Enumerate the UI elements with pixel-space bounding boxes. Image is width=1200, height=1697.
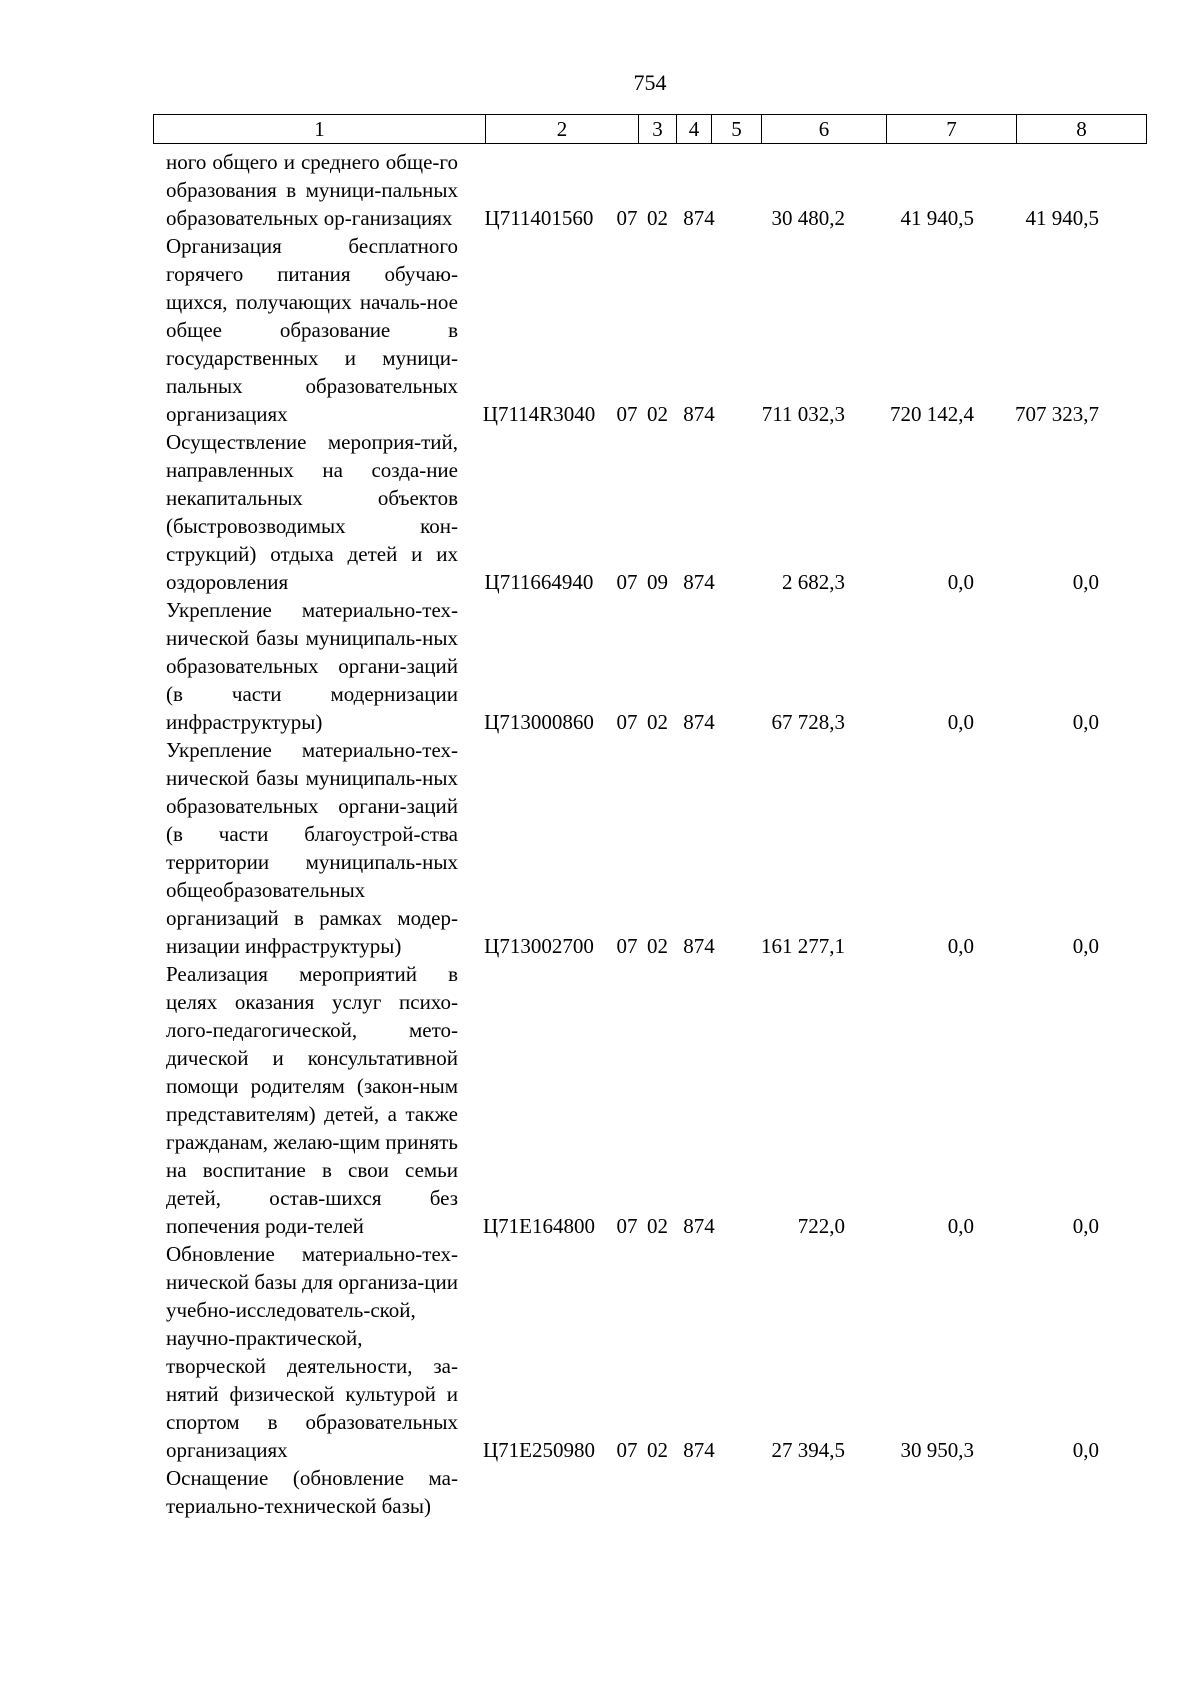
column-header-row [154, 115, 1147, 144]
column-header: 4 [677, 115, 712, 144]
column-header: 6 [762, 115, 887, 144]
row-name: Обновление материально-тех-нической базы для организа-ции учебно-исследователь-ской, научно-практической, творческой деятельности, за-нятий физической культурой и спортом в образовательных организациях [166, 1242, 458, 1462]
row-code: Ц711401560 [484, 206, 594, 230]
column-header: 8 [1017, 115, 1147, 144]
column-header: 2 [486, 115, 639, 144]
row-section: 07 [616, 402, 638, 426]
row-value-7: 720 142,4 [890, 402, 974, 426]
row-value-8: 0,0 [1072, 1214, 1099, 1238]
row-name: Реализация мероприятий в целях оказания услуг психо-лого-педагогической, мето-дической и консультативной помощи родителям (закон-ным представителям) детей, а также гражданам, желаю-щим принять на воспитание в свои семьи детей, остав-шихся без попечения роди-телей [166, 962, 458, 1238]
row-value-7: 41 940,5 [900, 206, 974, 230]
row-type: 874 [683, 934, 715, 958]
row-value-8: 0,0 [1072, 1438, 1099, 1462]
row-value-6: 161 277,1 [761, 934, 845, 958]
row-value-7: 0,0 [947, 934, 974, 958]
row-value-7: 0,0 [947, 570, 974, 594]
table-row [153, 428, 1148, 596]
column-header: 7 [887, 115, 1017, 144]
row-code: Ц713000860 [484, 710, 594, 734]
table-row [153, 736, 1148, 960]
row-subsection: 02 [647, 710, 668, 734]
row-name: Укрепление материально-тех-нической базы муниципаль-ных образовательных органи-заций (в части модернизации инфраструктуры) [166, 598, 458, 734]
row-value-7: 0,0 [947, 710, 974, 734]
row-value-6: 67 728,3 [771, 710, 845, 734]
table-row [153, 960, 1148, 1240]
row-value-8: 0,0 [1072, 570, 1099, 594]
row-type: 874 [683, 710, 715, 734]
row-code: Ц71Е164800 [483, 1214, 595, 1238]
row-code: Ц71Е250980 [483, 1438, 595, 1462]
row-name: Оснащение (обновление ма-териально-технической базы) [166, 1466, 458, 1518]
row-section: 07 [616, 206, 638, 230]
row-type: 874 [683, 402, 715, 426]
row-value-7: 30 950,3 [900, 1438, 974, 1462]
row-code: Ц711664940 [484, 570, 594, 594]
row-type: 874 [683, 570, 715, 594]
column-header-table [153, 114, 1147, 144]
row-name: ного общего и среднего обще-го образования в муници-пальных образовательных ор-ганизациях [166, 150, 458, 230]
column-header: 3 [639, 115, 677, 144]
table-body [153, 148, 1148, 1520]
row-subsection: 02 [647, 1438, 668, 1462]
table-row [153, 1464, 1148, 1520]
row-value-6: 30 480,2 [771, 206, 845, 230]
row-subsection: 02 [647, 934, 668, 958]
row-section: 07 [616, 1214, 638, 1238]
row-type: 874 [683, 1214, 715, 1238]
row-value-7: 0,0 [947, 1214, 974, 1238]
page-number: 754 [633, 70, 667, 95]
row-section: 07 [616, 570, 638, 594]
row-type: 874 [683, 1438, 715, 1462]
row-subsection: 02 [647, 206, 668, 230]
row-section: 07 [616, 1438, 638, 1462]
row-value-6: 711 032,3 [761, 402, 845, 426]
row-subsection: 09 [647, 570, 668, 594]
row-code: Ц713002700 [484, 934, 594, 958]
table-row [153, 232, 1148, 428]
row-value-8: 0,0 [1072, 934, 1099, 958]
row-type: 874 [683, 206, 715, 230]
row-code: Ц7114R3040 [482, 402, 596, 426]
row-section: 07 [616, 934, 638, 958]
table-row [153, 596, 1148, 736]
row-value-6: 2 682,3 [782, 570, 845, 594]
row-value-6: 722,0 [797, 1214, 845, 1238]
row-subsection: 02 [647, 402, 668, 426]
table-row [153, 1240, 1148, 1464]
row-name: Организация бесплатного горячего питания обучаю-щихся, получающих началь-ное общее образование в государственных и муници-пальных образовательных организациях [166, 234, 458, 426]
row-value-8: 707 323,7 [1015, 402, 1099, 426]
row-section: 07 [616, 710, 638, 734]
row-name: Укрепление материально-тех-нической базы муниципаль-ных образовательных органи-заций (в части благоустрой-ства территории муниципаль-ных общеобразовательных организаций в рамках модер-низации инфраструктуры) [166, 738, 458, 958]
column-header: 5 [712, 115, 762, 144]
column-header: 1 [154, 115, 486, 144]
table-row [153, 148, 1148, 232]
row-name: Осуществление мероприя-тий, направленных на созда-ние некапитальных объектов (быстровозводимых кон-струкций) отдыха детей и их оздоровления [166, 430, 458, 594]
row-value-8: 0,0 [1072, 710, 1099, 734]
row-value-8: 41 940,5 [1025, 206, 1099, 230]
row-subsection: 02 [647, 1214, 668, 1238]
row-value-6: 27 394,5 [771, 1438, 845, 1462]
